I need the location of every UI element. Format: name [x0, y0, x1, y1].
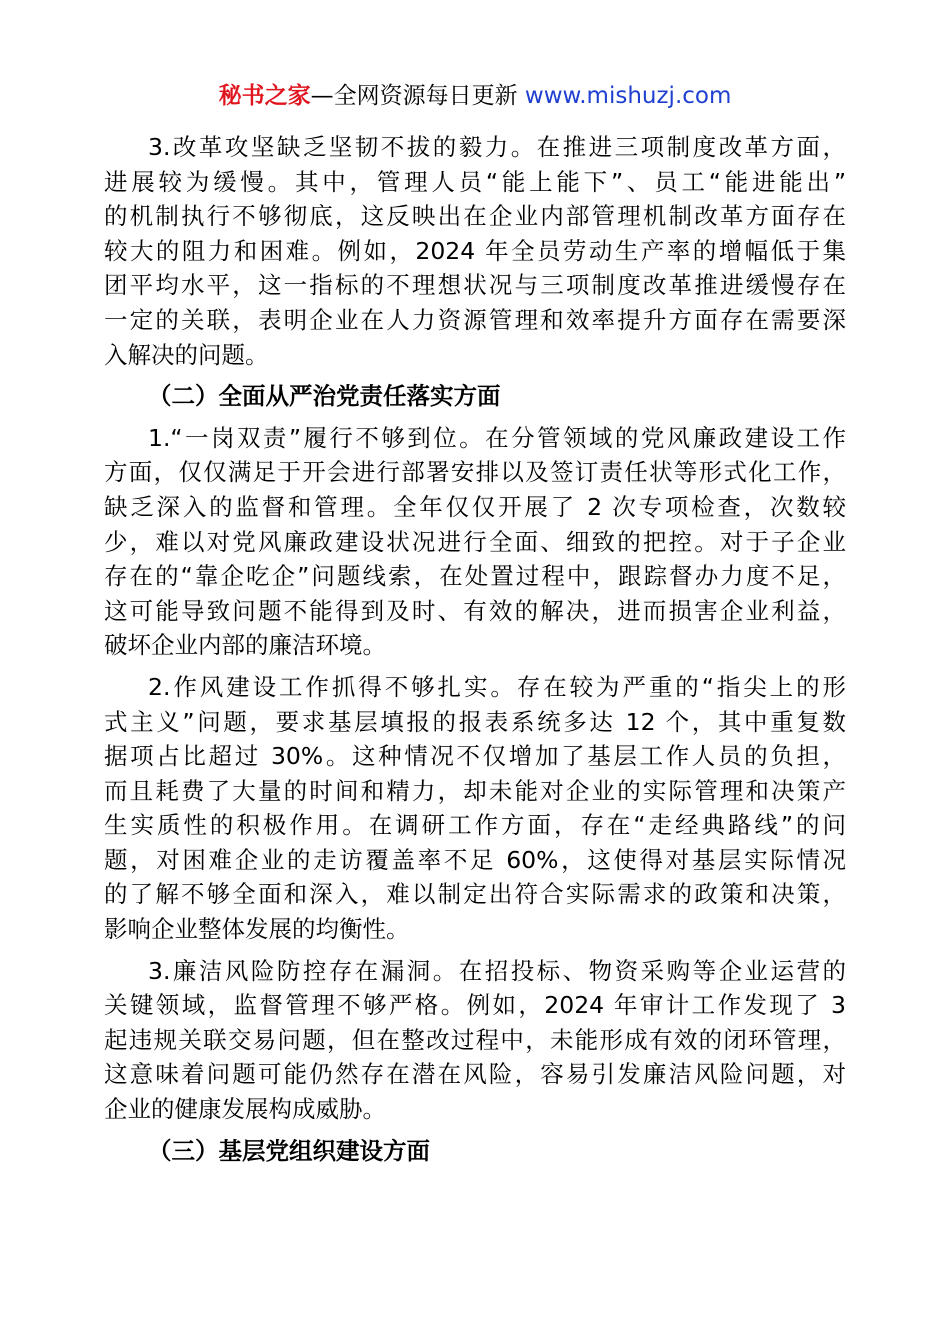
- text-line: 入解决的问题。: [104, 340, 269, 369]
- text-line: 存在的“靠企吃企”问题线索，在处置过程中，跟踪督办力度不足，: [104, 562, 846, 591]
- text-line: 这可能导致问题不能得到及时、有效的解决，进而损害企业利益，: [104, 596, 846, 625]
- page-header: [0, 80, 950, 112]
- text-line: 破坏企业内部的廉洁环境。: [104, 631, 386, 660]
- header-tagline: —全网资源每日更新: [310, 83, 525, 109]
- text-line: 2.作风建设工作抓得不够扎实。存在较为严重的“指尖上的形: [148, 672, 846, 701]
- text-line: 团平均水平，这一指标的不理想状况与三项制度改革推进缓慢存在: [104, 271, 846, 300]
- text-line: 进展较为缓慢。其中，管理人员“能上能下”、员工“能进能出”: [104, 167, 846, 196]
- text-line: 据项占比超过 30%。这种情况不仅增加了基层工作人员的负担，: [104, 742, 846, 771]
- text-line: 题，对困难企业的走访覆盖率不足 60%，这使得对基层实际情况: [104, 845, 846, 874]
- text-line: 影响企业整体发展的均衡性。: [104, 915, 410, 944]
- text-line: 方面，仅仅满足于开会进行部署安排以及签订责任状等形式化工作，: [104, 458, 846, 487]
- section-heading: （三）基层党组织建设方面: [148, 1136, 430, 1165]
- text-line: 1.“一岗双责”履行不够到位。在分管领域的党风廉政建设工作: [148, 423, 846, 452]
- text-line: 一定的关联，表明企业在人力资源管理和效率提升方面存在需要深: [104, 305, 846, 334]
- paragraph: [104, 954, 846, 1127]
- brand-name: 秘书之家: [218, 83, 311, 109]
- text-line: 起违规关联交易问题，但在整改过程中，未能形成有效的闭环管理，: [104, 1025, 846, 1054]
- paragraph: [104, 421, 846, 663]
- paragraph: [104, 670, 846, 947]
- text-line: 企业的健康发展构成威胁。: [104, 1095, 386, 1124]
- text-line: 3.改革攻坚缺乏坚韧不拔的毅力。在推进三项制度改革方面，: [148, 133, 846, 161]
- text-line: 较大的阻力和困难。例如，2024 年全员劳动生产率的增幅低于集: [104, 236, 846, 265]
- document-body: [104, 130, 846, 1168]
- text-line: 这意味着问题可能仍然存在潜在风险，容易引发廉洁风险问题，对: [104, 1060, 846, 1089]
- site-url[interactable]: www.mishuzj.com: [524, 83, 732, 109]
- text-line: 生实质性的积极作用。在调研工作方面，存在“走经典路线”的问: [104, 811, 846, 840]
- section-heading: （二）全面从严治党责任落实方面: [148, 382, 501, 411]
- text-line: 3.廉洁风险防控存在漏洞。在招投标、物资采购等企业运营的: [148, 956, 846, 985]
- text-line: 少，难以对党风廉政建设状况进行全面、细致的把控。对于子企业: [104, 527, 846, 556]
- text-line: 而且耗费了大量的时间和精力，却未能对企业的实际管理和决策产: [104, 776, 846, 805]
- text-line: 的了解不够全面和深入，难以制定出符合实际需求的政策和决策，: [104, 880, 846, 909]
- text-line: 关键领域，监督管理不够严格。例如，2024 年审计工作发现了 3: [104, 991, 846, 1020]
- text-line: 的机制执行不够彻底，这反映出在企业内部管理机制改革方面存在: [104, 202, 846, 231]
- text-line: 缺乏深入的监督和管理。全年仅仅开展了 2 次专项检查，次数较: [104, 492, 846, 521]
- text-line: 式主义”问题，要求基层填报的报表系统多达 12 个，其中重复数: [104, 707, 846, 736]
- paragraph: [104, 130, 846, 372]
